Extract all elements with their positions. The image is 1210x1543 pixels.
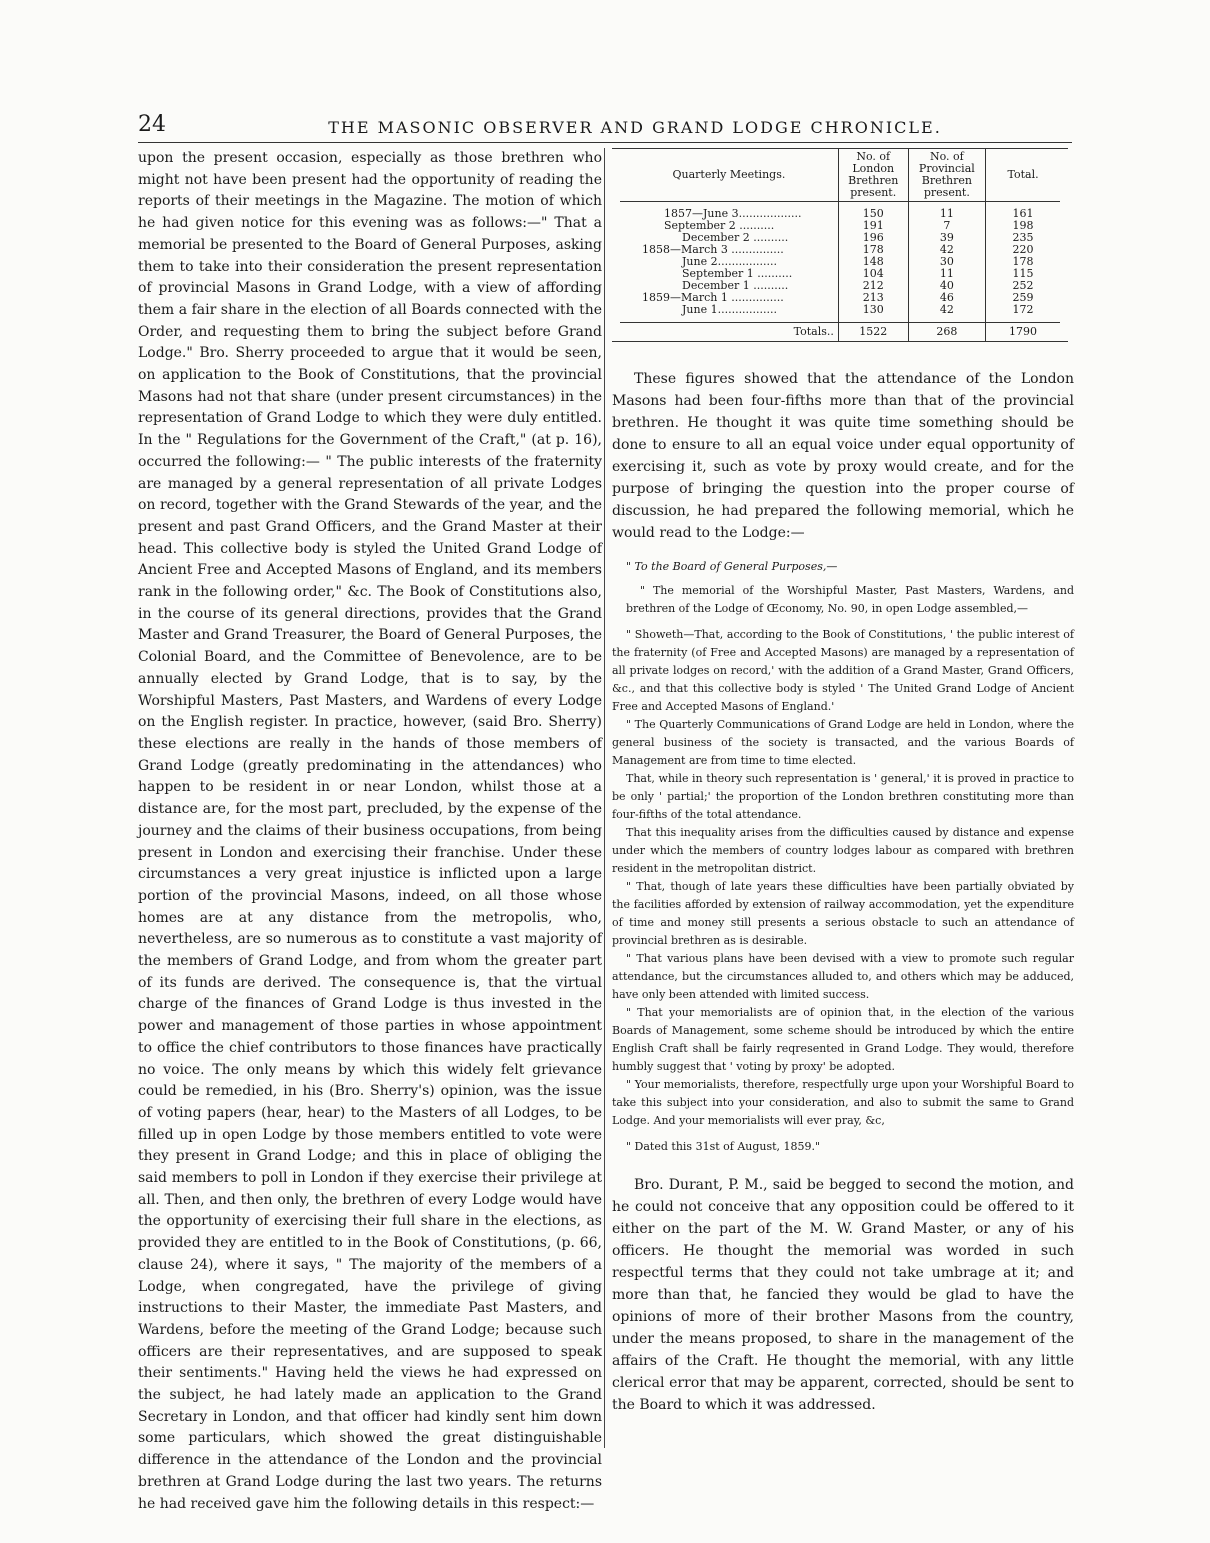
meeting-cell: December 2 .......... (682, 231, 789, 244)
meeting-cell: June 2................. (682, 255, 778, 268)
memorial-paragraph: That, while in theory such representation is ' general,' it is proved in practice to be only ' partial;' the proportion of the London brethren constituting more than four-fifths of the total attendance. (612, 772, 1074, 821)
attendance-table-frame (612, 148, 1068, 342)
body-paragraph: Bro. Durant, P. M., said be begged to second the motion, and he could not conceive that any opposition could be offered to it either on the part of the M. W. Grand Master, or any of his officers. He thought the memorial was worded in such respectful terms that they could not take umbrage at it; and more than that, he fancied they would be glad to have the opinions of more of their brother Masons from the country, under the means proposed, to share in the management of the affairs of the Craft. He thought the memorial, with any little clerical error that may be apparent, corrected, should be sent to the Board to which it was addressed. (612, 1177, 1074, 1413)
total-cell: 198 (986, 220, 1060, 232)
provincial-cell: 7 (908, 220, 985, 232)
left-column (138, 148, 602, 1515)
meeting-cell: June 1................. (682, 303, 778, 316)
totals-row (620, 323, 1060, 342)
memorial-paragraph: " The Quarterly Communications of Grand Lodge are held in London, where the general business of the society is transacted, and the various Boards of Management are from time to time elected. (612, 718, 1074, 767)
body-paragraph: upon the present occasion, especially as those brethren who might not have been present had the opportunity of reading the reports of their meetings in the Magazine. The motion of which he had given notice for this evening was as follows:—" That a memorial be presented to the Board of General Purposes, asking them to take into their consideration the present representation of provincial Masons in Grand Lodge, with a view of affording them a fair share in the election of all Boards connected with the Order, and requesting them to bring the subject before Grand Lodge." Bro. Sherry proceeded to argue that it would be seen, on application to the Book of Constitutions, that the provincial Masons had not that share (under present circumstances) in the representation of Grand Lodge to which they were duly entitled. In the " Regulations for the Government of the Craft," (at p. 16), occurred the following:— " The public interests of the fraternity are managed by a general representation of all private Lodges on record, together with the Grand Stewards of the year, and the present and past Grand Officers, and the Grand Master at their head. This collective body is styled the United Grand Lodge of Ancient Free and Accepted Masons of England, and its members rank in the following order," &c. The Book of Constitutions also, in the course of its general directions, provides that the Grand Master and Grand Treasurer, the Board of General Purposes, the Colonial Board, and the Committee of Benevolence, are to be annually elected by Grand Lodge, that is to say, by the Worshipful Masters, Past Masters, and Wardens of every Lodge on the English register. In practice, however, (said Bro. Sherry) these elections are really in the hands of those members of Grand Lodge (greatly predominating in the attendances) who happen to be resident in or near London, whilst those at a distance are, for the most part, precluded, by the expense of the journey and the claims of their business occupations, from being present in London and exercising their franchise. Under these circumstances a very great injustice is inflicted upon a large portion of the provincial Masons, indeed, on all those whose homes are at any distance from the metropolis, who, nevertheless, are so numerous as to constitute a vast majority of the members of Grand Lodge, and from whom the greater part of its funds are derived. The consequence is, that the virtual charge of the finances of Grand Lodge is thus invested in the power and management of those parties in whose appointment to office the chief contributors to those finances have practically no voice. The only means by which this widely felt grievance could be remedied, in his (Bro. Sherry's) opinion, was the issue of voting papers (hear, hear) to the Masters of all Lodges, to be filled up in open Lodge by those members entitled to vote were they present in Grand Lodge; and this in place of obliging the said members to poll in London if they exercise their privilege at all. Then, and then only, the brethren of every Lodge would have the opportunity of exercising their full share in the elections, as provided they are entitled to in the Book of Constitutions, (p. 66, clause 24), where it says, " The majority of the members of a Lodge, when congregated, have the privilege of giving instructions to their Master, the immediate Past Masters, and Wardens, before the meeting of the Grand Lodge; because such officers are their representatives, and are supposed to speak their sentiments." Having held the views he had expressed on the subject, he had lately made an application to the Grand Secretary in London, and that officer had kindly sent him down some particulars, which showed the great distinguishable difference in the attendance of the London and the provincial brethren at Grand Lodge during the last two years. The returns he had received gave him the following details in this respect:— (138, 150, 602, 1512)
london-cell: 178 (838, 244, 908, 256)
london-cell: 213 (838, 292, 908, 304)
meeting-cell: 1859—March 1 ............... (642, 291, 784, 304)
memorial-paragraph: " Showeth—That, according to the Book of Constitutions, ' the public interest of the fraternity (of Free and Accepted Masons) are managed by a representation of all private lodges on record,' with the addition of a Grand Master, Grand Officers, &c., and that this collective body is styled ' The United Grand Lodge of Ancient Free and Accepted Masons of England.' (612, 628, 1074, 713)
memorial-salutation: " To the Board of General Purposes,— (626, 560, 838, 573)
memorial-text (612, 558, 1074, 1156)
total-cell: 161 (986, 202, 1060, 221)
totals-total: 1790 (986, 323, 1060, 342)
totals-london: 1522 (838, 323, 908, 342)
london-cell: 191 (838, 220, 908, 232)
provincial-cell: 42 (908, 244, 985, 256)
memorial-opening: " The memorial of the Worshipful Master, Past Masters, Wardens, and brethren of the Lodge of Œconomy, No. 90, in open Lodge assembled,— (626, 584, 1074, 615)
page-number: 24 (138, 112, 166, 137)
column-divider (604, 148, 605, 1448)
total-cell: 252 (986, 280, 1060, 292)
attendance-table (620, 149, 1060, 341)
running-title: THE MASONIC OBSERVER AND GRAND LODGE CHRONICLE. (328, 118, 942, 137)
provincial-cell: 30 (908, 256, 985, 268)
provincial-cell: 39 (908, 232, 985, 244)
total-cell: 259 (986, 292, 1060, 304)
header-total: Total. (986, 149, 1060, 202)
totals-provincial: 268 (908, 323, 985, 342)
london-cell: 148 (838, 256, 908, 268)
header-meetings: Quarterly Meetings. (620, 149, 838, 202)
memorial-paragraph: That this inequality arises from the difficulties caused by distance and expense under which the members of country lodges labour as compared with brethren resident in the metropolitan district. (612, 826, 1074, 875)
london-cell: 150 (838, 202, 908, 221)
meeting-cell: December 1 .......... (682, 279, 789, 292)
table-row (620, 202, 1060, 221)
meeting-cell: September 1 .......... (682, 267, 793, 280)
totals-label: Totals.. (620, 323, 838, 342)
meeting-cell: 1857—June 3.................. (664, 207, 802, 220)
body-paragraph: These figures showed that the attendance of the London Masons had been four-fifths more than that of the provincial brethren. He thought it was quite time something should be done to ensure to all an equal voice under equal opportunity of exercising it, such as vote by proxy would create, and for the purpose of bringing the question into the proper course of discussion, he had prepared the following memorial, which he would read to the Lodge:— (612, 371, 1074, 541)
london-cell: 104 (838, 268, 908, 280)
london-cell: 212 (838, 280, 908, 292)
total-cell: 172 (986, 304, 1060, 323)
provincial-cell: 46 (908, 292, 985, 304)
header-london: No. of London Brethren present. (838, 149, 908, 202)
header-provincial: No. of Provincial Brethren present. (908, 149, 985, 202)
memorial-paragraph: " That various plans have been devised with a view to promote such regular attendance, but the circumstances alluded to, and others which may be adduced, have only been attended with limited success. (612, 952, 1074, 1001)
provincial-cell: 11 (908, 268, 985, 280)
table-header-row (620, 149, 1060, 202)
provincial-cell: 42 (908, 304, 985, 323)
memorial-paragraph: " That your memorialists are of opinion that, in the election of the various Boards of Management, some scheme should be introduced by which the entire English Craft shall be fairly reqresented in Grand Lodge. They would, therefore humbly suggest that ' voting by proxy' be adopted. (612, 1006, 1074, 1073)
provincial-cell: 40 (908, 280, 985, 292)
table-row (620, 304, 1060, 323)
meeting-cell: September 2 .......... (664, 219, 775, 232)
total-cell: 115 (986, 268, 1060, 280)
total-cell: 178 (986, 256, 1060, 268)
london-cell: 130 (838, 304, 908, 323)
london-cell: 196 (838, 232, 908, 244)
total-cell: 235 (986, 232, 1060, 244)
memorial-date: " Dated this 31st of August, 1859." (626, 1140, 821, 1153)
meeting-cell: 1858—March 3 ............... (642, 243, 784, 256)
total-cell: 220 (986, 244, 1060, 256)
memorial-paragraph: " That, though of late years these difficulties have been partially obviated by the facilities afforded by extension of railway accommodation, yet the expenditure of time and money still presents a serious obstacle to such an attendance of provincial brethren as is desirable. (612, 880, 1074, 947)
page-header (138, 112, 1072, 143)
right-column (612, 148, 1074, 1416)
memorial-paragraph: " Your memorialists, therefore, respectfully urge upon your Worshipful Board to take this subject into your consideration, and also to submit the same to Grand Lodge. And your memorialists will ever pray, &c, (612, 1078, 1074, 1127)
provincial-cell: 11 (908, 202, 985, 221)
